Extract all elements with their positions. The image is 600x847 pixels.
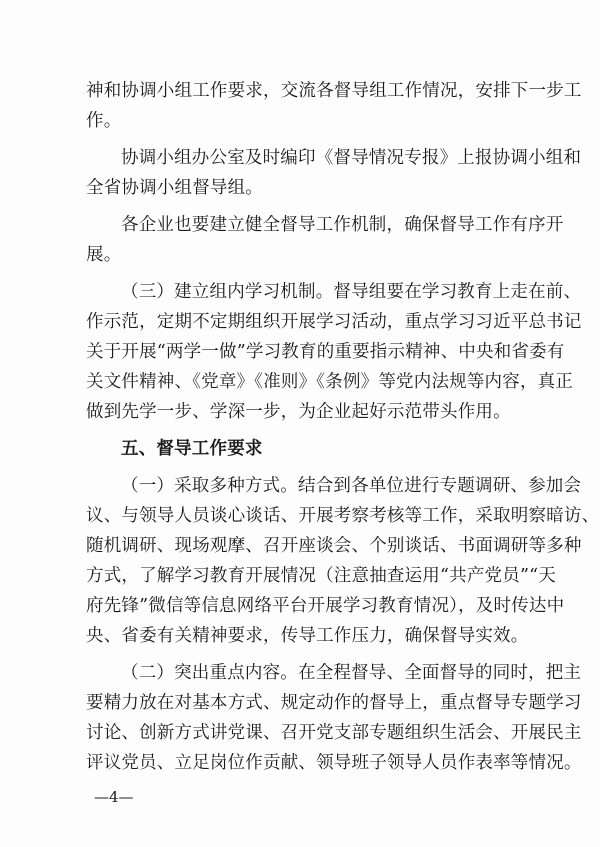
section-heading: 五、督导工作要求 bbox=[121, 439, 263, 459]
page-number: —4— bbox=[94, 788, 134, 806]
text-line: 议、与领导人员谈心谈话、开展考察考核等工作，采取明察暗访、 bbox=[86, 506, 600, 526]
text-line: 做到先学一步、学深一步，为企业起好示范带头作用。 bbox=[86, 402, 511, 422]
text-line: （一）采取多种方式。结合到各单位进行专题调研、参加会 bbox=[121, 476, 582, 496]
text-line: 讨论、创新方式讲党课、召开党支部专题组织生活会、开展民主 bbox=[86, 723, 582, 743]
text-line: 随机调研、现场观摩、召开座谈会、个别谈话、书面调研等多种 bbox=[86, 536, 582, 556]
paragraph-gap bbox=[86, 464, 526, 471]
text-line: （二）突出重点内容。在全程督导、全面督导的同时，把主 bbox=[121, 663, 582, 683]
paragraph-gap bbox=[86, 270, 526, 277]
text-line: （三）建立组内学习机制。督导组要在学习教育上走在前、 bbox=[121, 282, 582, 302]
text-line: 央、省委有关精神要求，传导工作压力，确保督导实效。 bbox=[86, 626, 529, 646]
text-line: 关文件精神、《党章》《准则》《条例》等党内法规等内容，真正 bbox=[86, 372, 574, 392]
paragraph-gap bbox=[86, 203, 526, 210]
text-line: 作示范，定期不定期组织开展学习活动，重点学习习近平总书记 bbox=[86, 312, 582, 332]
text-line: 展。 bbox=[86, 245, 122, 265]
text-line: 作。 bbox=[86, 111, 122, 131]
document-body bbox=[86, 76, 600, 778]
text-line: 评议党员、立足岗位作贡献、领导班子领导人员作表率等情况。 bbox=[86, 753, 582, 773]
paragraph-gap bbox=[86, 136, 526, 143]
text-line: 各企业也要建立健全督导工作机制，确保督导工作有序开 bbox=[121, 215, 564, 235]
text-line: 府先锋”微信等信息网络平台开展学习教育情况），及时传达中 bbox=[86, 596, 565, 616]
text-line: 神和协调小组工作要求，交流各督导组工作情况，安排下一步工 bbox=[86, 81, 582, 101]
text-line: 协调小组办公室及时编印《督导情况专报》上报协调小组和 bbox=[121, 148, 582, 168]
text-line: 关于开展“两学一做”学习教育的重要指示精神、中央和省委有 bbox=[86, 342, 565, 362]
paragraph-gap bbox=[86, 651, 526, 658]
paragraph-gap bbox=[86, 427, 526, 434]
text-line: 全省协调小组督导组。 bbox=[86, 178, 263, 198]
text-line: 要精力放在对基本方式、规定动作的督导上，重点督导专题学习 bbox=[86, 693, 582, 713]
text-line: 方式，了解学习教育开展情况（注意抽查运用“共产党员”“天 bbox=[86, 566, 556, 586]
